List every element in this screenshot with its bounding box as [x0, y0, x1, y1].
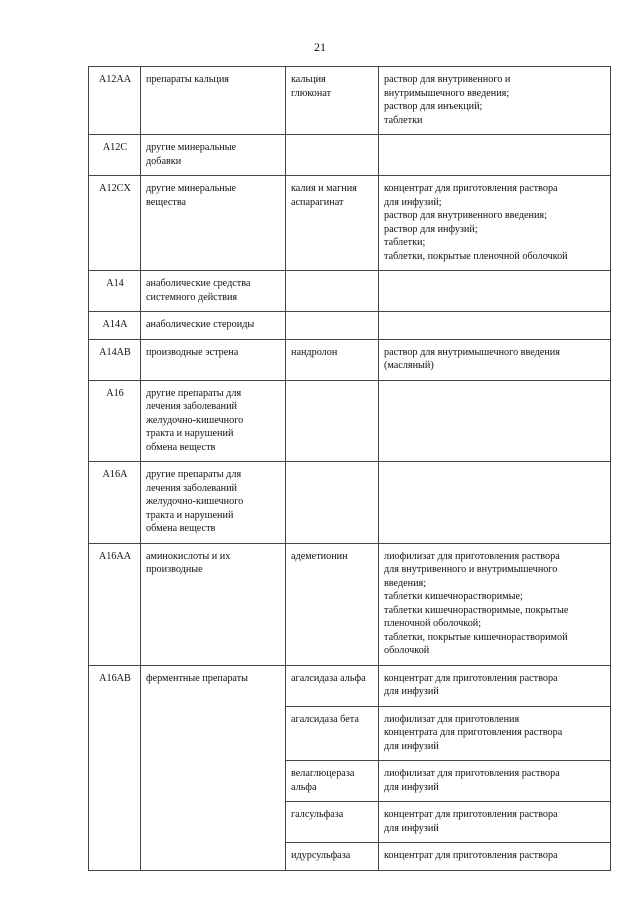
dosage-form-line: введения; — [384, 577, 427, 589]
group-name-line: производные эстрена — [146, 346, 239, 358]
group-name-line: обмена веществ — [146, 523, 216, 534]
drug-name-cell — [286, 380, 379, 462]
table-row — [89, 380, 611, 462]
group-name-line: анаболические стероиды — [146, 319, 255, 330]
dosage-form-line: лиофилизат для приготовления раствора — [384, 550, 560, 562]
dosage-form-line: для инфузий; — [384, 196, 442, 208]
atc-code: A16A — [102, 469, 128, 480]
group-name-cell — [141, 67, 286, 135]
atc-code-cell — [89, 802, 141, 843]
dosage-form-line: таблетки кишечнорастворимые, покрытые — [384, 604, 569, 616]
drug-name-cell — [286, 339, 379, 380]
atc-code: A12CX — [99, 183, 131, 194]
atc-code: A12AA — [98, 74, 132, 85]
dosage-form-line: концентрат для приготовления раствора — [384, 183, 558, 194]
dosage-forms-cell — [379, 761, 611, 802]
table-row — [89, 271, 611, 312]
table-row — [89, 665, 611, 706]
drug-name-line: калия и магния — [291, 183, 357, 194]
table-row — [89, 67, 611, 135]
drug-name-cell — [286, 312, 379, 340]
dosage-form-line: таблетки; — [384, 237, 426, 248]
group-name-cell — [141, 665, 286, 706]
drug-name-line: велаглюцераза — [291, 768, 355, 779]
group-name-cell — [141, 339, 286, 380]
drug-name-cell — [286, 462, 379, 544]
group-name-line: вещества — [146, 196, 187, 208]
dosage-forms-cell — [379, 339, 611, 380]
dosage-forms-cell — [379, 802, 611, 843]
drug-name-line: агалсидаза бета — [291, 713, 359, 725]
table-row — [89, 312, 611, 340]
atc-code-cell — [89, 380, 141, 462]
dosage-forms-cell — [379, 271, 611, 312]
group-name-line: желудочно-кишечного — [146, 496, 244, 507]
group-name-line: добавки — [146, 155, 182, 167]
table-row — [89, 176, 611, 271]
group-name-cell — [141, 380, 286, 462]
atc-code-cell — [89, 312, 141, 340]
dosage-form-line: раствор для внутривенного введения; — [384, 210, 547, 221]
dosage-form-line: (масляный) — [384, 360, 434, 371]
table-row — [89, 135, 611, 176]
atc-code-cell — [89, 67, 141, 135]
atc-code-cell — [89, 761, 141, 802]
drug-name-cell — [286, 543, 379, 665]
drug-name-cell — [286, 706, 379, 761]
drug-name-line: глюконат — [291, 87, 332, 99]
dosage-forms-cell — [379, 665, 611, 706]
atc-code-cell — [89, 543, 141, 665]
group-name-cell — [141, 462, 286, 544]
atc-code-cell — [89, 843, 141, 871]
atc-code-cell — [89, 176, 141, 271]
group-name-cell — [141, 312, 286, 340]
drug-name-cell — [286, 176, 379, 271]
drug-name-cell — [286, 665, 379, 706]
drug-name-cell — [286, 67, 379, 135]
group-name-line: анаболические средства — [146, 278, 251, 289]
group-name-line: желудочно-кишечного — [146, 414, 244, 426]
dosage-forms-cell — [379, 135, 611, 176]
atc-code: A16 — [106, 387, 124, 399]
group-name-cell — [141, 802, 286, 843]
dosage-forms-cell — [379, 543, 611, 665]
drug-name-line: кальция — [291, 74, 326, 85]
group-name-cell — [141, 843, 286, 871]
drug-name-line: адеметионин — [291, 550, 348, 562]
group-name-line: тракта и нарушений — [146, 509, 234, 521]
atc-code-cell — [89, 135, 141, 176]
group-name-line: аминокислоты и их — [146, 550, 231, 562]
atc-code-cell — [89, 271, 141, 312]
dosage-form-line: таблетки кишечнорастворимые; — [384, 591, 523, 602]
dosage-form-line: концентрат для приготовления раствора — [384, 672, 558, 684]
atc-code: A16AA — [98, 550, 132, 562]
table-row — [89, 843, 611, 871]
drug-name-line: аспарагинат — [291, 196, 344, 208]
group-name-line: обмена веществ — [146, 441, 216, 453]
drug-name-cell — [286, 271, 379, 312]
dosage-form-line: раствор для внутривенного и — [384, 74, 511, 85]
atc-code: A12C — [102, 142, 128, 153]
drug-name-line: альфа — [291, 781, 317, 793]
dosage-form-line: раствор для инфузий; — [384, 223, 478, 235]
drug-table — [88, 66, 611, 871]
dosage-form-line: раствор для инъекций; — [384, 101, 483, 112]
drug-name-line: идурсульфаза — [291, 850, 351, 861]
atc-code: A14A — [102, 319, 128, 330]
group-name-cell — [141, 706, 286, 761]
drug-name-line: агалсидаза альфа — [291, 672, 366, 684]
drug-name-cell — [286, 802, 379, 843]
dosage-form-line: концентрат для приготовления раствора — [384, 850, 558, 861]
group-name-cell — [141, 543, 286, 665]
dosage-form-line: таблетки, покрытые пленочной оболочкой — [384, 250, 568, 262]
group-name-cell — [141, 135, 286, 176]
dosage-form-line: для инфузий — [384, 781, 439, 793]
table-row — [89, 462, 611, 544]
dosage-forms-cell — [379, 843, 611, 871]
atc-code: A14AB — [99, 346, 131, 358]
dosage-form-line: для внутривенного и внутримышечного — [384, 564, 558, 575]
group-name-line: системного действия — [146, 291, 238, 303]
group-name-line: другие препараты для — [146, 469, 242, 480]
atc-code-cell — [89, 339, 141, 380]
group-name-line: другие препараты для — [146, 387, 242, 399]
drug-name-cell — [286, 843, 379, 871]
group-name-line: другие минеральные — [146, 183, 237, 194]
table-body — [89, 67, 611, 871]
dosage-form-line: таблетки — [384, 114, 423, 126]
group-name-line: лечения заболеваний — [146, 401, 237, 412]
group-name-cell — [141, 271, 286, 312]
group-name-line: тракта и нарушений — [146, 428, 234, 439]
drug-name-cell — [286, 761, 379, 802]
table-row — [89, 339, 611, 380]
group-name-line: ферментные препараты — [146, 672, 248, 684]
group-name-line: препараты кальция — [146, 74, 229, 85]
drug-name-line: нандролон — [291, 346, 338, 358]
dosage-form-line: концентрата для приготовления раствора — [384, 727, 563, 738]
dosage-form-line: для инфузий — [384, 822, 439, 834]
dosage-form-line: оболочкой — [384, 645, 430, 656]
atc-code-cell — [89, 462, 141, 544]
dosage-form-line: лиофилизат для приготовления раствора — [384, 768, 560, 779]
dosage-form-line: для инфузий — [384, 740, 439, 752]
dosage-forms-cell — [379, 380, 611, 462]
group-name-line: другие минеральные — [146, 142, 237, 153]
dosage-form-line: таблетки, покрытые кишечнорастворимой — [384, 631, 568, 643]
dosage-forms-cell — [379, 176, 611, 271]
group-name-cell — [141, 176, 286, 271]
atc-code-cell — [89, 706, 141, 761]
dosage-form-line: лиофилизат для приготовления — [384, 713, 520, 725]
atc-code-cell — [89, 665, 141, 706]
page-number: 21 — [314, 40, 326, 54]
dosage-forms-cell — [379, 67, 611, 135]
table-row — [89, 761, 611, 802]
dosage-form-line: концентрат для приготовления раствора — [384, 809, 558, 820]
dosage-forms-cell — [379, 462, 611, 544]
drug-name-cell — [286, 135, 379, 176]
table-row — [89, 543, 611, 665]
dosage-form-line: для инфузий — [384, 686, 439, 697]
table-row — [89, 706, 611, 761]
dosage-form-line: пленочной оболочкой; — [384, 618, 482, 629]
group-name-line: производные — [146, 564, 203, 575]
atc-code: A14 — [106, 278, 124, 289]
atc-code: A16AB — [99, 672, 131, 684]
dosage-forms-cell — [379, 312, 611, 340]
dosage-form-line: раствор для внутримышечного введения — [384, 346, 560, 358]
drug-name-line: галсульфаза — [291, 809, 344, 820]
table-row — [89, 802, 611, 843]
group-name-line: лечения заболеваний — [146, 482, 237, 494]
dosage-form-line: внутримышечного введения; — [384, 87, 510, 99]
group-name-cell — [141, 761, 286, 802]
dosage-forms-cell — [379, 706, 611, 761]
